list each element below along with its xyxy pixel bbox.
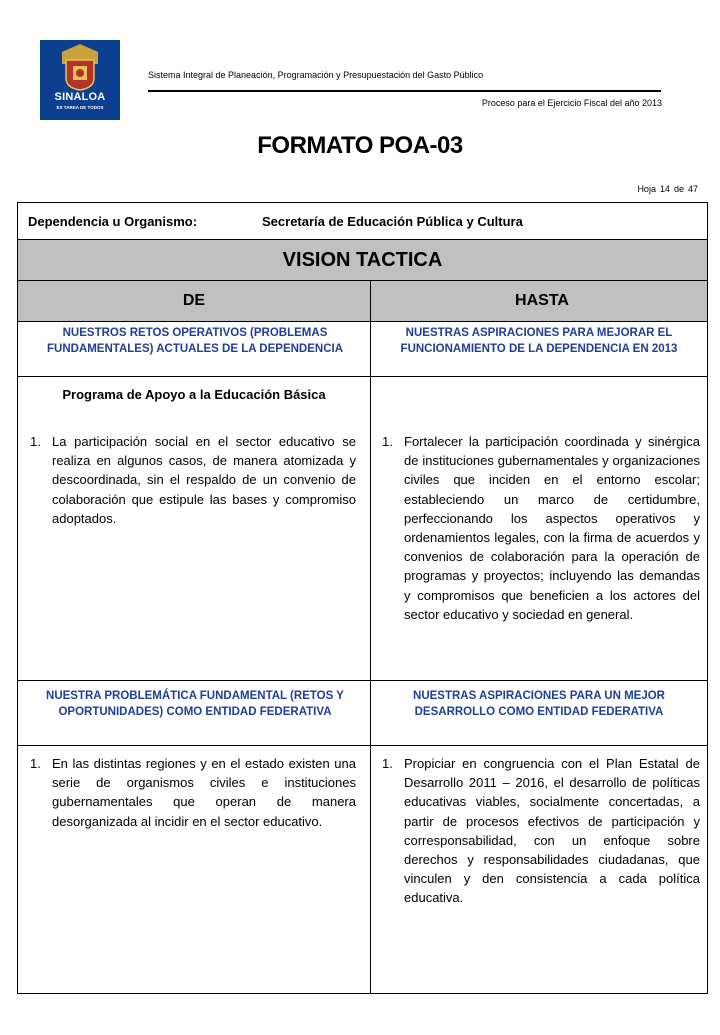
column-header-de: DE <box>182 292 206 309</box>
page-total: 47 <box>687 184 698 194</box>
block2-left-heading: NUESTRA PROBLEMÁTICA FUNDAMENTAL (RETOS Y OPORTUNIDADES) COMO ENTIDAD FEDERATIVA <box>46 690 344 718</box>
block1-left-heading: NUESTROS RETOS OPERATIVOS (PROBLEMAS FUNDAMENTALES) ACTUALES DE LA DEPENDENCIA <box>46 327 344 355</box>
block1-heading-divider <box>18 376 707 377</box>
block1-right-heading: NUESTRAS ASPIRACIONES PARA MEJORAR EL FUNCIONAMIENTO DE LA DEPENDENCIA EN 2013 <box>400 327 678 355</box>
block2-left-text: En las distintas regiones y en el estado existen una serie de organismos civiles e instituciones gubernamentales que operan de manera desorganizada al incidir en el sector educativo. <box>52 756 356 829</box>
block1-left-text: La participación social en el sector educativo se realiza en algunos casos, de manera atomizada y descoordinada, sin el respaldo de un convenio de colaboración que estipule las bases y compromiso adoptados. <box>52 434 356 526</box>
format-title: FORMATO POA-03 <box>257 132 463 159</box>
block1-right-text: Fortalecer la participación coordinada y sinérgica de instituciones gubernamentales y organizaciones civiles que inciden en el entorno escolar; estableciendo un marco de certidumbre, perfeccionando los aspectos operativos y ordenamientos legales, con la firma de acuerdos y convenios de colaboración para la operación de programas y proyectos; incluyendo las demandas y compromisos que beneficien a los actores del sector educativo y sociedad en general. <box>404 434 700 622</box>
section-title: VISION TACTICA <box>18 240 707 281</box>
vision-table <box>17 202 708 994</box>
program-title: Programa de Apoyo a la Educación Básica <box>62 387 326 402</box>
block2-right-item <box>382 754 700 908</box>
block-divider <box>18 680 707 681</box>
list-number: 1. <box>30 434 41 449</box>
column-headers <box>18 281 707 322</box>
list-number: 1. <box>382 434 393 449</box>
page-indicator <box>633 184 698 194</box>
page-number: 14 <box>659 184 670 194</box>
logo-name: SINALOA <box>54 91 106 103</box>
dependency-value: Secretaría de Educación Pública y Cultura <box>262 214 523 229</box>
process-title: Proceso para el Ejercicio Fiscal del año 2013 <box>481 98 662 108</box>
logo-tagline: ES TAREA DE TODOS <box>56 105 104 110</box>
dependency-row <box>18 203 707 240</box>
block1-right-item <box>382 432 700 624</box>
block1-left-item <box>30 432 356 528</box>
column-divider <box>370 281 371 993</box>
sinaloa-logo <box>40 40 120 120</box>
block2-right-text: Propiciar en congruencia con el Plan Estatal de Desarrollo 2011 – 2016, el desarrollo de políticas educativas viables, socialmente concertadas, a partir de procesos efectivos de participación y corresponsabilidad, con un enfoque sobre derechos y responsabilidades ciudadanas, que vinculen y den consistencia a cada política educativa. <box>404 756 700 906</box>
dependency-label: Dependencia u Organismo: <box>28 214 198 229</box>
header-divider <box>148 90 661 92</box>
list-number: 1. <box>30 756 41 771</box>
list-number: 1. <box>382 756 393 771</box>
page-label: Hoja <box>637 184 656 194</box>
block2-left-item <box>30 754 356 831</box>
block2-heading-divider <box>18 745 707 746</box>
block2-right-heading: NUESTRAS ASPIRACIONES PARA UN MEJOR DESARROLLO COMO ENTIDAD FEDERATIVA <box>413 690 665 718</box>
page-of: de <box>673 184 684 194</box>
column-header-hasta: HASTA <box>515 292 569 309</box>
system-title: Sistema Integral de Planeación, Programación y Presupuestación del Gasto Público <box>148 70 484 80</box>
